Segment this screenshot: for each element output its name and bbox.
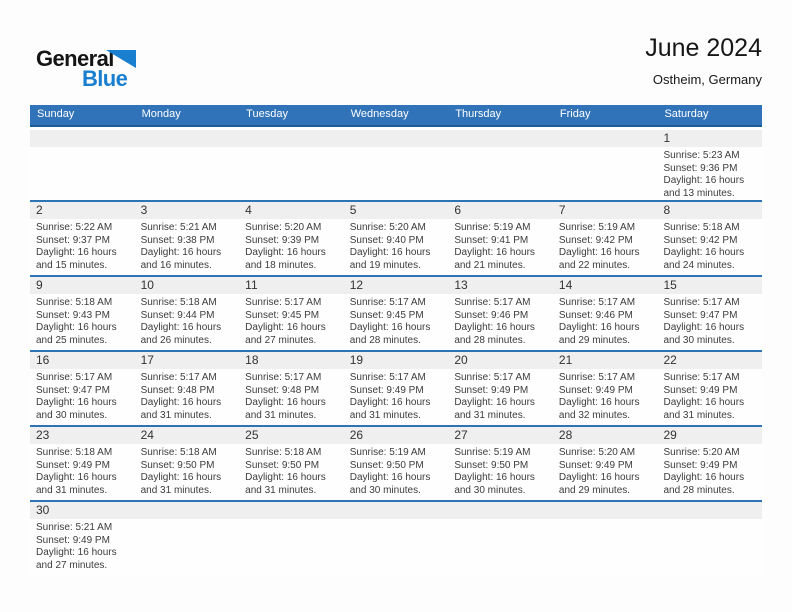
day-number: 30 <box>30 502 135 519</box>
daylight-line-minutes: and 25 minutes. <box>36 334 108 346</box>
sunset-line: Sunset: 9:42 PM <box>663 234 738 246</box>
day-number: 26 <box>344 427 449 444</box>
sun-info <box>657 147 762 200</box>
week-row <box>30 202 762 277</box>
daylight-line-hours: Daylight: 16 hours <box>663 175 745 186</box>
daylight-line-hours: Daylight: 16 hours <box>245 322 326 333</box>
calendar-cell <box>239 127 344 200</box>
sunset-line: Sunset: 9:49 PM <box>36 534 110 546</box>
sunrise-line: Sunrise: 5:17 AM <box>454 372 531 383</box>
daylight-line-hours: Daylight: 16 hours <box>558 247 640 258</box>
calendar-cell <box>657 502 762 577</box>
sunset-line: Sunset: 9:48 PM <box>140 384 215 396</box>
day-number: 19 <box>344 352 449 369</box>
daylight-line-hours: Daylight: 16 hours <box>663 247 745 258</box>
sunrise-line: Sunrise: 5:17 AM <box>663 372 740 383</box>
calendar-grid <box>30 127 762 577</box>
daylight-line-minutes: and 31 minutes. <box>36 484 108 496</box>
sun-info <box>344 219 449 272</box>
day-number <box>344 130 449 147</box>
sunrise-line: Sunrise: 5:20 AM <box>245 222 322 233</box>
daylight-line-hours: Daylight: 16 hours <box>663 322 745 333</box>
day-number: 1 <box>657 130 762 147</box>
daylight-line-minutes: and 30 minutes. <box>349 484 421 496</box>
daylight-line-hours: Daylight: 16 hours <box>36 322 117 333</box>
daylight-line-minutes: and 29 minutes. <box>558 484 631 496</box>
sun-info <box>135 294 240 347</box>
daylight-line-minutes: and 30 minutes. <box>454 484 526 496</box>
sun-info <box>657 219 762 272</box>
calendar-cell <box>657 352 762 425</box>
daylight-line-minutes: and 27 minutes. <box>245 334 317 346</box>
weekday-friday: Friday <box>559 108 591 120</box>
calendar-cell <box>30 427 135 500</box>
day-number: 5 <box>344 202 449 219</box>
calendar-cell <box>657 202 762 275</box>
calendar-cell <box>344 277 449 350</box>
daylight-line-minutes: and 26 minutes. <box>140 334 212 346</box>
day-number <box>135 502 240 519</box>
day-number: 15 <box>657 277 762 294</box>
day-number: 22 <box>657 352 762 369</box>
header <box>645 34 762 87</box>
sunset-line: Sunset: 9:49 PM <box>349 384 424 396</box>
daylight-line-hours: Daylight: 16 hours <box>663 472 745 483</box>
sun-info <box>30 369 135 422</box>
calendar-cell <box>553 202 658 275</box>
day-number <box>135 130 240 147</box>
sunset-line: Sunset: 9:49 PM <box>454 384 529 396</box>
sunset-line: Sunset: 9:45 PM <box>349 309 424 321</box>
sun-info <box>657 444 762 497</box>
sunrise-line: Sunrise: 5:17 AM <box>140 372 217 383</box>
daylight-line-hours: Daylight: 16 hours <box>140 322 222 333</box>
daylight-line-hours: Daylight: 16 hours <box>140 247 222 258</box>
week-row <box>30 277 762 352</box>
daylight-line-minutes: and 31 minutes. <box>140 409 212 421</box>
sunset-line: Sunset: 9:46 PM <box>454 309 529 321</box>
day-number <box>657 502 762 519</box>
calendar-cell <box>448 277 553 350</box>
sun-info <box>553 294 658 347</box>
sun-info <box>448 219 553 272</box>
day-number <box>553 130 658 147</box>
day-number: 12 <box>344 277 449 294</box>
day-number: 14 <box>553 277 658 294</box>
daylight-line-hours: Daylight: 16 hours <box>454 247 535 258</box>
sunrise-line: Sunrise: 5:23 AM <box>663 150 740 161</box>
calendar-cell <box>344 127 449 200</box>
daylight-line-hours: Daylight: 16 hours <box>36 247 117 258</box>
calendar-cell <box>448 502 553 577</box>
weekday-header-row <box>30 105 762 127</box>
sunrise-line: Sunrise: 5:18 AM <box>140 447 217 458</box>
daylight-line-minutes: and 28 minutes. <box>454 334 526 346</box>
calendar-cell <box>344 427 449 500</box>
daylight-line-hours: Daylight: 16 hours <box>349 397 431 408</box>
sunset-line: Sunset: 9:41 PM <box>454 234 529 246</box>
calendar <box>30 105 762 577</box>
sun-info <box>239 219 344 272</box>
calendar-cell <box>135 502 240 577</box>
daylight-line-minutes: and 15 minutes. <box>36 259 108 271</box>
daylight-line-minutes: and 19 minutes. <box>349 259 421 271</box>
daylight-line-minutes: and 21 minutes. <box>454 259 526 271</box>
sun-info <box>553 444 658 497</box>
calendar-cell <box>553 352 658 425</box>
daylight-line-minutes: and 29 minutes. <box>558 334 631 346</box>
day-number: 18 <box>239 352 344 369</box>
calendar-cell <box>239 427 344 500</box>
daylight-line-minutes: and 24 minutes. <box>663 259 735 271</box>
sun-info <box>344 444 449 497</box>
sunset-line: Sunset: 9:46 PM <box>558 309 633 321</box>
page-title: June 2024 <box>645 34 762 62</box>
sunrise-line: Sunrise: 5:18 AM <box>36 447 113 458</box>
sunrise-line: Sunrise: 5:19 AM <box>454 447 531 458</box>
sunset-line: Sunset: 9:42 PM <box>558 234 633 246</box>
day-number <box>239 130 344 147</box>
sunset-line: Sunset: 9:48 PM <box>245 384 320 396</box>
daylight-line-hours: Daylight: 16 hours <box>140 472 222 483</box>
sunrise-line: Sunrise: 5:17 AM <box>454 297 531 308</box>
sun-info <box>344 369 449 422</box>
calendar-cell <box>553 427 658 500</box>
day-number: 10 <box>135 277 240 294</box>
daylight-line-hours: Daylight: 16 hours <box>245 472 326 483</box>
daylight-line-minutes: and 32 minutes. <box>558 409 631 421</box>
sunset-line: Sunset: 9:49 PM <box>663 384 738 396</box>
calendar-cell <box>30 202 135 275</box>
daylight-line-hours: Daylight: 16 hours <box>454 397 535 408</box>
sunset-line: Sunset: 9:37 PM <box>36 234 110 246</box>
week-row <box>30 127 762 202</box>
daylight-line-hours: Daylight: 16 hours <box>36 472 117 483</box>
sun-info <box>344 294 449 347</box>
daylight-line-minutes: and 22 minutes. <box>558 259 631 271</box>
sunset-line: Sunset: 9:49 PM <box>558 459 633 471</box>
day-number <box>30 130 135 147</box>
sun-info <box>30 519 135 572</box>
day-number: 29 <box>657 427 762 444</box>
day-number <box>553 502 658 519</box>
calendar-cell <box>657 427 762 500</box>
day-number: 4 <box>239 202 344 219</box>
sunset-line: Sunset: 9:40 PM <box>349 234 424 246</box>
day-number: 20 <box>448 352 553 369</box>
weekday-tuesday: Tuesday <box>246 108 288 120</box>
sunrise-line: Sunrise: 5:20 AM <box>558 447 636 458</box>
weekday-wednesday: Wednesday <box>350 108 409 120</box>
daylight-line-minutes: and 31 minutes. <box>140 484 212 496</box>
sunset-line: Sunset: 9:50 PM <box>245 459 320 471</box>
calendar-cell <box>553 277 658 350</box>
daylight-line-hours: Daylight: 16 hours <box>558 322 640 333</box>
daylight-line-hours: Daylight: 16 hours <box>349 247 431 258</box>
sunrise-line: Sunrise: 5:18 AM <box>36 297 113 308</box>
daylight-line-hours: Daylight: 16 hours <box>36 547 117 558</box>
sunrise-line: Sunrise: 5:18 AM <box>140 297 217 308</box>
day-number <box>239 502 344 519</box>
daylight-line-minutes: and 28 minutes. <box>349 334 421 346</box>
sun-info <box>448 294 553 347</box>
weekday-saturday: Saturday <box>664 108 709 120</box>
general-blue-logo <box>36 46 166 96</box>
day-number: 13 <box>448 277 553 294</box>
calendar-cell <box>448 127 553 200</box>
calendar-cell <box>657 127 762 200</box>
sun-info <box>239 444 344 497</box>
sunrise-line: Sunrise: 5:20 AM <box>349 222 426 233</box>
calendar-cell <box>135 427 240 500</box>
sun-info <box>135 219 240 272</box>
calendar-cell <box>553 127 658 200</box>
calendar-cell <box>657 277 762 350</box>
sunrise-line: Sunrise: 5:17 AM <box>245 372 322 383</box>
sunset-line: Sunset: 9:44 PM <box>140 309 215 321</box>
calendar-cell <box>448 352 553 425</box>
calendar-cell <box>135 277 240 350</box>
day-number: 28 <box>553 427 658 444</box>
sunset-line: Sunset: 9:47 PM <box>663 309 738 321</box>
daylight-line-hours: Daylight: 16 hours <box>245 397 326 408</box>
daylight-line-hours: Daylight: 16 hours <box>454 322 535 333</box>
sunset-line: Sunset: 9:50 PM <box>349 459 424 471</box>
sun-info <box>135 369 240 422</box>
day-number: 25 <box>239 427 344 444</box>
daylight-line-minutes: and 31 minutes. <box>663 409 735 421</box>
daylight-line-hours: Daylight: 16 hours <box>558 397 640 408</box>
daylight-line-hours: Daylight: 16 hours <box>349 472 431 483</box>
calendar-cell <box>30 352 135 425</box>
sun-info <box>135 444 240 497</box>
calendar-cell <box>344 202 449 275</box>
sun-info <box>448 444 553 497</box>
daylight-line-minutes: and 13 minutes. <box>663 187 735 199</box>
daylight-line-minutes: and 31 minutes. <box>245 484 317 496</box>
sunset-line: Sunset: 9:49 PM <box>663 459 738 471</box>
daylight-line-hours: Daylight: 16 hours <box>245 247 326 258</box>
sunrise-line: Sunrise: 5:17 AM <box>558 372 636 383</box>
sunrise-line: Sunrise: 5:17 AM <box>245 297 322 308</box>
sunrise-line: Sunrise: 5:18 AM <box>663 222 740 233</box>
sun-info <box>30 219 135 272</box>
calendar-cell <box>553 502 658 577</box>
day-number: 11 <box>239 277 344 294</box>
calendar-cell <box>239 277 344 350</box>
sunset-line: Sunset: 9:39 PM <box>245 234 320 246</box>
day-number: 16 <box>30 352 135 369</box>
sun-info <box>30 294 135 347</box>
sun-info <box>657 294 762 347</box>
calendar-cell <box>135 352 240 425</box>
sun-info <box>30 444 135 497</box>
weekday-monday: Monday <box>141 108 181 120</box>
day-number: 7 <box>553 202 658 219</box>
calendar-cell <box>239 502 344 577</box>
day-number: 23 <box>30 427 135 444</box>
day-number: 9 <box>30 277 135 294</box>
daylight-line-minutes: and 18 minutes. <box>245 259 317 271</box>
sunrise-line: Sunrise: 5:21 AM <box>36 522 113 533</box>
day-number: 8 <box>657 202 762 219</box>
daylight-line-hours: Daylight: 16 hours <box>454 472 535 483</box>
daylight-line-hours: Daylight: 16 hours <box>349 322 431 333</box>
sunset-line: Sunset: 9:50 PM <box>140 459 215 471</box>
day-number: 6 <box>448 202 553 219</box>
sunrise-line: Sunrise: 5:19 AM <box>558 222 636 233</box>
sunrise-line: Sunrise: 5:19 AM <box>454 222 531 233</box>
week-row <box>30 427 762 502</box>
daylight-line-minutes: and 31 minutes. <box>349 409 421 421</box>
sun-info <box>239 294 344 347</box>
sun-info <box>448 369 553 422</box>
sunset-line: Sunset: 9:38 PM <box>140 234 215 246</box>
calendar-cell <box>239 202 344 275</box>
day-number <box>448 130 553 147</box>
sunset-line: Sunset: 9:43 PM <box>36 309 110 321</box>
calendar-cell <box>448 427 553 500</box>
calendar-cell <box>30 502 135 577</box>
sunrise-line: Sunrise: 5:18 AM <box>245 447 322 458</box>
sunset-line: Sunset: 9:50 PM <box>454 459 529 471</box>
logo-text-general: General <box>36 46 114 71</box>
day-number: 24 <box>135 427 240 444</box>
daylight-line-hours: Daylight: 16 hours <box>558 472 640 483</box>
sunrise-line: Sunrise: 5:17 AM <box>663 297 740 308</box>
weekday-thursday: Thursday <box>455 108 502 120</box>
daylight-line-hours: Daylight: 16 hours <box>140 397 222 408</box>
calendar-cell <box>30 277 135 350</box>
calendar-cell <box>344 352 449 425</box>
sunrise-line: Sunrise: 5:17 AM <box>349 372 426 383</box>
day-number: 21 <box>553 352 658 369</box>
day-number <box>448 502 553 519</box>
calendar-cell <box>135 202 240 275</box>
sunrise-line: Sunrise: 5:21 AM <box>140 222 217 233</box>
sunrise-line: Sunrise: 5:22 AM <box>36 222 113 233</box>
sunset-line: Sunset: 9:49 PM <box>558 384 633 396</box>
weekday-sunday: Sunday <box>37 108 75 120</box>
daylight-line-minutes: and 16 minutes. <box>140 259 212 271</box>
calendar-cell <box>344 502 449 577</box>
sunrise-line: Sunrise: 5:19 AM <box>349 447 426 458</box>
day-number: 27 <box>448 427 553 444</box>
sunrise-line: Sunrise: 5:20 AM <box>663 447 740 458</box>
daylight-line-minutes: and 30 minutes. <box>663 334 735 346</box>
sunset-line: Sunset: 9:47 PM <box>36 384 110 396</box>
logo-text-blue: Blue <box>82 66 128 91</box>
daylight-line-minutes: and 28 minutes. <box>663 484 735 496</box>
daylight-line-hours: Daylight: 16 hours <box>663 397 745 408</box>
sunset-line: Sunset: 9:36 PM <box>663 162 738 174</box>
calendar-cell <box>135 127 240 200</box>
week-row <box>30 502 762 577</box>
calendar-cell <box>30 127 135 200</box>
daylight-line-hours: Daylight: 16 hours <box>36 397 117 408</box>
week-row <box>30 352 762 427</box>
sun-info <box>657 369 762 422</box>
day-number: 2 <box>30 202 135 219</box>
daylight-line-minutes: and 31 minutes. <box>245 409 317 421</box>
sun-info <box>553 369 658 422</box>
calendar-cell <box>448 202 553 275</box>
daylight-line-minutes: and 27 minutes. <box>36 559 108 571</box>
sunrise-line: Sunrise: 5:17 AM <box>36 372 113 383</box>
sunrise-line: Sunrise: 5:17 AM <box>349 297 426 308</box>
sunset-line: Sunset: 9:45 PM <box>245 309 320 321</box>
sun-info <box>553 219 658 272</box>
day-number: 17 <box>135 352 240 369</box>
sunrise-line: Sunrise: 5:17 AM <box>558 297 636 308</box>
day-number <box>344 502 449 519</box>
sunset-line: Sunset: 9:49 PM <box>36 459 110 471</box>
sun-info <box>239 369 344 422</box>
day-number: 3 <box>135 202 240 219</box>
calendar-cell <box>239 352 344 425</box>
daylight-line-minutes: and 30 minutes. <box>36 409 108 421</box>
daylight-line-minutes: and 31 minutes. <box>454 409 526 421</box>
location-subtitle: Ostheim, Germany <box>652 72 762 87</box>
